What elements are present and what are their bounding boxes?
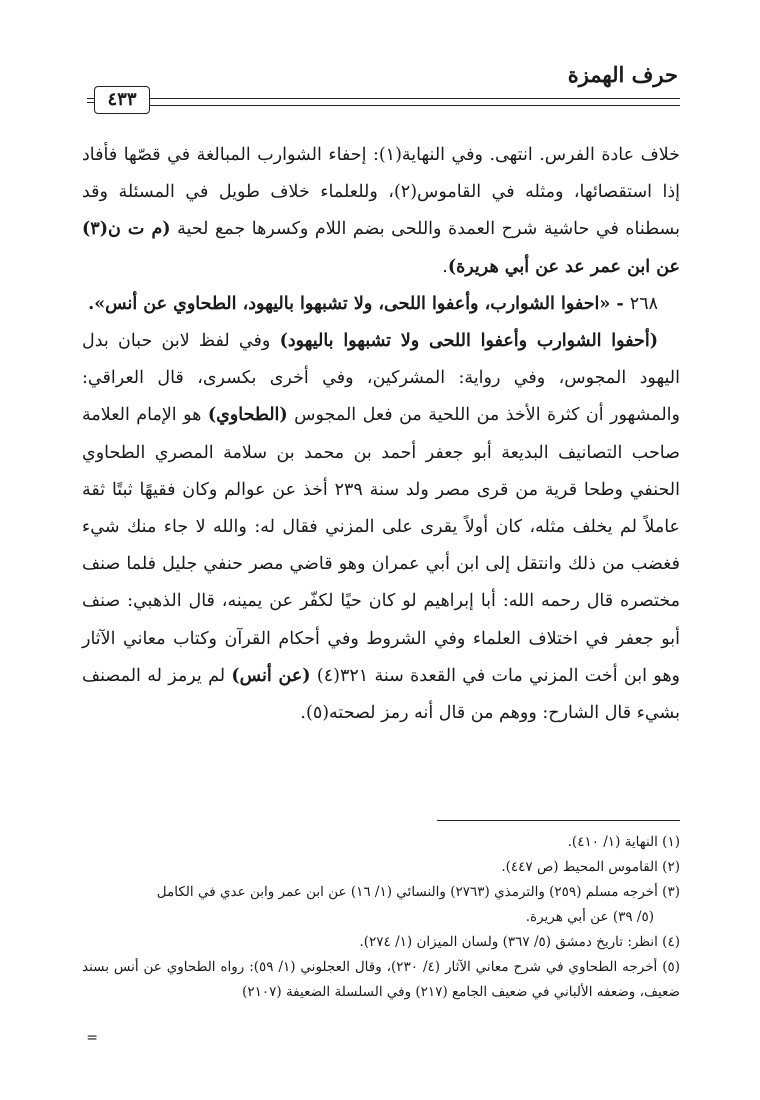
footnote-4: (٤) انظر: تاريخ دمشق (٥/ ٣٦٧) ولسان الميزان (١/ ٢٧٤). <box>359 934 680 950</box>
paragraph-1-sources: (م ت ن(٣) عن ابن عمر عد عن أبي هريرة) <box>82 219 680 277</box>
page-header-title: حرف الهمزة <box>567 62 678 87</box>
commentary-quote: (أحفوا الشوارب وأعفوا اللحى ولا تشبهوا باليهود) <box>279 331 658 352</box>
commentary-anas: (عن أنس) <box>231 665 311 686</box>
hadith-entry <box>82 286 680 323</box>
paragraph-1-text: خلاف عادة الفرس. انتهى. وفي النهاية(١): إحفاء الشوارب المبالغة في قصّها فأفاد إذا استقصائها، ومثله في القاموس(٢)، وللعلماء خلاف طويل في المسئلة وقد بسطناه في حاشية شرح العمدة واللحى بضم اللام وكسرها جمع لحية <box>82 145 680 240</box>
page-number: ٤٣٣ <box>94 86 150 114</box>
paragraph-1 <box>82 137 680 286</box>
commentary-text-b: هو الإمام العلامة صاحب التصانيف البديعة أبو جعفر أحمد بن محمد بن سلامة المصري الطحاوي الحنفي وطحا قرية من قرى مصر ولد سنة ٢٣٩ أخذ عن عوالم وكان فقيهًا ثبتًا ثقة عاملاً لم يخلف مثله، كان أولاً يقرى على المزني فقال له: والله لا جاء منك شيء فغضب من ذلك وانتقل إلى ابن أبي عمران وهو قاضي مصر حنفي جليل فلما صنف مختصره قال رحمه الله: أبا إبراهيم لو كان حيًا لكفّر عن يمينه، قال الذهبي: صنف أبو جعفر في اختلاف العلماء وفي الشروط وفي أحكام القرآن وكتاب معاني الآثار وهو ابن أخت المزني مات في القعدة سنة ٣٢١(٤) <box>82 405 681 686</box>
footnote-1: (١) النهاية (١/ ٤١٠). <box>567 834 680 850</box>
commentary-text-c: لم يرمز له المصنف بشيء قال الشارح: ووهم من قال أنه رمز لصحته(٥). <box>82 665 680 724</box>
commentary-tahawi: (الطحاوي) <box>207 405 288 426</box>
footnote-5: (٥) أخرجه الطحاوي في شرح معاني الآثار (٤/ ٢٣٠)، وقال العجلوني (١/ ٥٩): رواه الطحاوي عن أنس بسند ضعيف، وضعفه الألباني في ضعيف الجامع (٢١٧) وفي السلسلة الضعيفة (٢١٠٧) <box>82 959 681 1000</box>
hadith-text: - «احفوا الشوارب، وأعفوا اللحى، ولا تشبهوا باليهود، الطحاوي عن أنس». <box>88 293 630 314</box>
footnote-3: (٣) أخرجه مسلم (٢٥٩) والترمذي (٢٧٦٣) والنسائي (١/ ١٦) عن ابن عمر وابن عدي في الكامل <box>156 884 680 900</box>
paragraph-1-end: . <box>442 256 448 277</box>
header-double-rule <box>150 98 680 106</box>
footnote-separator <box>437 820 680 821</box>
footnote-3-continued: (٥/ ٣٩) عن أبي هريرة. <box>525 909 654 925</box>
continuation-mark: = <box>86 1030 98 1046</box>
main-text <box>82 137 680 732</box>
footnotes <box>82 830 680 1005</box>
commentary-paragraph <box>82 323 680 732</box>
hadith-number: ٢٦٨ <box>629 293 658 314</box>
commentary-text-a: وفي لفظ لابن حبان بدل اليهود المجوس، وفي رواية: المشركين، وفي أخرى بكسرى، قال العراقي: والمشهور أن كثرة الأخذ من اللحية من فعل المجوس <box>82 331 680 426</box>
footnote-2: (٢) القاموس المحيط (ص ٤٤٧). <box>501 859 680 875</box>
